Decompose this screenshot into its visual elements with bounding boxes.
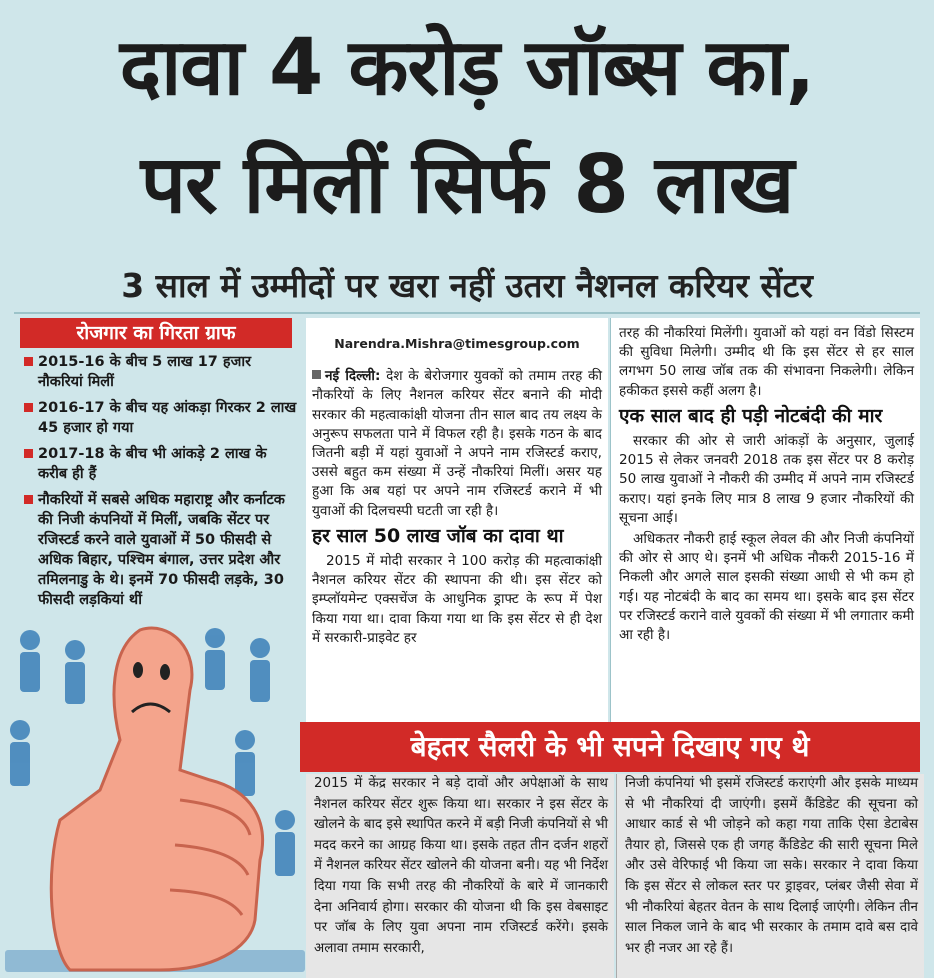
article-column-2 [610,318,920,726]
section-heading: हर साल 50 लाख जॉब का दावा था [312,524,564,547]
article-paragraph: अधिकतर नौकरी हाई स्कूल लेवल की और निजी कंपनियों की ओर से आए थे। इनमें भी अधिक नौकरी 2015-16 में निकली और अगले साल इसकी संख्या आधी से भी कम हो गई। यह नोटबंदी के बाद का समय था। इसके बाद इस सेंटर पर रजिस्टर्ड कराने वाले युवकों की संख्या में भी लगातार कमी आ रही है। [619,531,914,644]
byline: Narendra.Mishra@timesgroup.com [334,336,580,351]
list-item: 2015-16 के बीच 5 लाख 17 हजार नौकरियां मिलीं [24,352,300,392]
bullet-square-icon [312,370,321,379]
dateline: नई दिल्ली: [325,368,381,385]
box-column-left: 2015 में केंद्र सरकार ने बड़े दावों और अपेक्षाओं के साथ नैशनल करियर सेंटर शुरू किया था। सरकार ने इस सेंटर के खोलने के बाद इसे स्थापित करने में बड़ी निजी कंपनियों से भी मदद करने का आग्रह किया था। इसके तहत तीन दर्जन शहरों में नैशनल करियर सेंटर खोलने की योजना बनी। यह भी निर्देश दिया गया कि सभी तरह की नौकरियों के बारे में जानकारी देना अनिवार्य होगा। सरकार की योजना थी कि इस वेबसाइट पर जॉब के लिए युवा अपना नाम रजिस्टर्ड करेंगे। इसके अलावा तमाम सरकारी, [306,774,614,978]
subheadline: 3 साल में उम्मीदों पर खरा नहीं उतरा नैशनल करियर सेंटर [121,266,813,305]
headline-line-2: पर मिलीं सिर्फ 8 लाख [140,138,794,231]
bullet-square-icon [24,449,33,458]
sidebar-list [24,352,300,616]
article-paragraph: नई दिल्ली: देश के बेरोजगार युवकों को तमाम तरह की नौकरियों के लिए नैशनल करियर सेंटर बनाने की मोदी सरकार की महत्वाकांक्षी योजना तीन साल बाद तय लक्ष्य के अनुरूप सफलता पाने में विफल रही है। इसके गठन के बाद जितनी बड़ी में यहां युवाओं ने अपने नाम रजिस्टर्ड कराए, उससे बहुत कम संख्या में उन्हें नौकरियां मिलीं। असर यह हुआ कि अब यहां पर अपने नाम रजिस्टर्ड कराने में भी युवाओं की दिलचस्पी घटती जा रही है। [312,368,602,519]
list-item: 2016-17 के बीच यह आंकड़ा गिरकर 2 लाख 45 हजार हो गया [24,398,300,438]
box-column-right: निजी कंपनियां भी इसमें रजिस्टर्ड कराएंगी और इसके माध्यम से भी नौकरियां दी जाएंगी। इसमें कैंडिडेट की सूचना को आधार कार्ड से भी जोड़ने को कहा गया ताकि ऐसा डेटाबेस तैयार हो, जिससे एक ही जगह कैंडिडेट की सारी सूचना मिले और उसे वेरिफाई भी किया जा सके। सरकार ने दावा किया कि इस सेंटर से लोकल स्तर पर ड्राइवर, प्लंबर जैसी सेवा में भी नौकरियां बेहतर वेतन के साथ दिलाई जाएंगी। लेकिन तीन साल निकल जाने के बाद भी सरकार के तमाम दावे बस दावे भर ही नजर आ रहे हैं। [616,774,924,978]
article-paragraph: 2015 में मोदी सरकार ने 100 करोड़ की महत्वाकांक्षी नैशनल करियर सेंटर की स्थापना की थी। इस सेंटर को इम्प्लॉयमेन्ट एक्सचेंज के आधुनिक ड्राफ्ट के रूप में पेश किया गया था। दावा किया गया था कि इस सेंटर से ही देश में सरकारी-प्राइवेट हर [312,553,602,646]
article-column-1 [306,318,608,726]
list-item: 2017-18 के बीच भी आंकड़े 2 लाख के करीब ही हैं [24,444,300,484]
list-item: नौकरियों में सबसे अधिक महाराष्ट्र और कर्नाटक की निजी कंपनियों में मिलीं, जबकि सेंटर पर रजिस्टर्ड करने वाले युवाओं में 50 फीसदी से अधिक बिहार, पश्चिम बंगाल, उत्तर प्रदेश और तमिलनाडु के थे। इनमें 70 फीसदी लड़के, 30 फीसदी लड़कियां थीं [24,490,300,610]
bullet-square-icon [24,357,33,366]
headline-line-1: दावा 4 करोड़ जॉब्स का, [119,23,815,113]
section-heading: एक साल बाद ही पड़ी नोटबंदी की मार [619,404,883,427]
article-paragraph: सरकार की ओर से जारी आंकड़ों के अनुसार, जुलाई 2015 से लेकर जनवरी 2018 तक इस सेंटर पर 8 करोड़ 50 लाख युवाओं ने नौकरी की उम्मीद में अपने नाम रजिस्टर्ड कराए। यहां इनके लिए मात्र 8 लाख 9 हजार नौकरियों की सूचना आई। [619,433,914,526]
box-title-banner: बेहतर सैलरी के भी सपने दिखाए गए थे [300,722,920,772]
bullet-square-icon [24,403,33,412]
bullet-square-icon [24,495,33,504]
sidebar-title: रोजगार का गिरता ग्राफ [20,318,292,348]
divider [14,312,920,314]
article-paragraph: तरह की नौकरियां मिलेंगी। युवाओं को यहां वन विंडो सिस्टम की सुविधा मिलेगी। उम्मीद थी कि इस सेंटर से हर साल लगभग 50 लाख जॉब तक की संभावना निकलेगी। लेकिन हकीकत इससे कहीं अलग है। [619,325,914,399]
thumbs-up-sad-face-icon [0,620,310,978]
